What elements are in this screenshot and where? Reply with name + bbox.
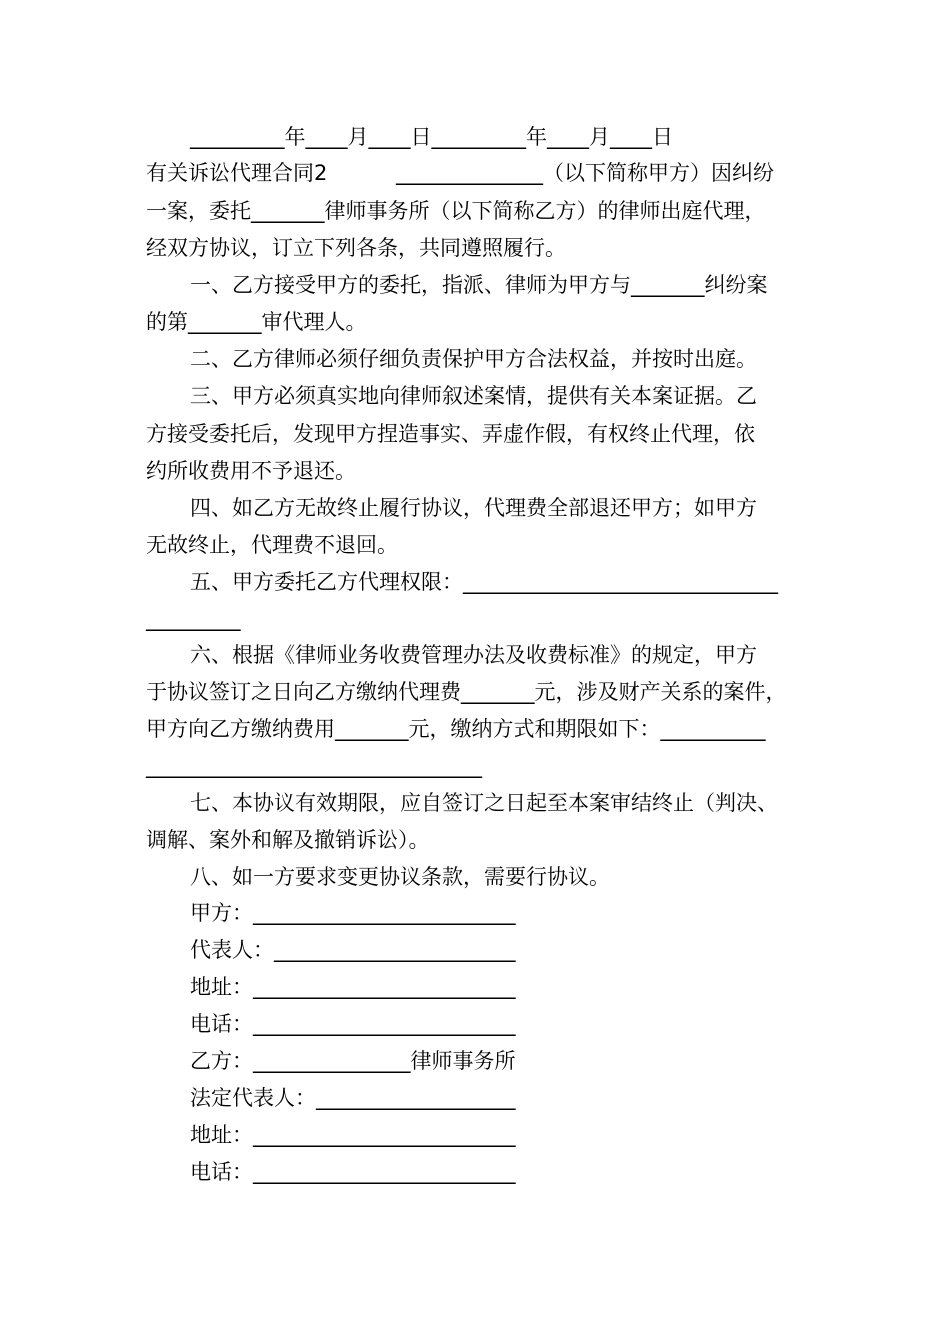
sign-address-b: 地址：_________________________ (190, 1123, 516, 1147)
clause-6-line-1: 六、根据《律师业务收费管理办法及收费标准》的规定，甲方 (190, 643, 757, 667)
clause-6-line-3: 甲方向乙方缴纳费用_______元，缴纳方式和期限如下：__________ (146, 717, 766, 741)
sign-representative: 代表人：_______________________ (190, 938, 516, 962)
sign-party-a: 甲方：_________________________ (190, 901, 516, 925)
intro-line-1: ______________（以下简称甲方）因纠纷 (396, 161, 774, 185)
clause-8: 八、如一方要求变更协议条款，需要行协议。 (190, 865, 610, 889)
sign-legal-representative: 法定代表人：___________________ (190, 1086, 516, 1110)
clause-2: 二、乙方律师必须仔细负责保护甲方合法权益，并按时出庭。 (190, 347, 757, 371)
intro-line-3: 经双方协议，订立下列各条，共同遵照履行。 (146, 236, 566, 260)
clause-4-line-1: 四、如乙方无故终止履行协议，代理费全部退还甲方；如甲方 (190, 496, 757, 520)
clause-4-line-2: 无故终止，代理费不退回。 (146, 533, 398, 557)
clause-7-line-1: 七、本协议有效期限，应自签订之日起至本案审结终止（判决、 (190, 791, 778, 815)
clause-3-line-3: 约所收费用不予退还。 (146, 459, 356, 483)
sign-phone-a: 电话：_________________________ (190, 1012, 516, 1036)
clause-6-line-4: ________________________________ (146, 754, 482, 778)
clause-1-line-1: 一、乙方接受甲方的委托，指派、律师为甲方与_______纠纷案 (190, 273, 768, 297)
clause-5-line-1: 五、甲方委托乙方代理权限：______________________________ (190, 570, 778, 594)
clause-7-line-2: 调解、案外和解及撤销诉讼）。 (146, 828, 430, 852)
document-title: 有关诉讼代理合同2 (146, 161, 328, 185)
clause-1-line-2: 的第_______审代理人。 (146, 310, 367, 334)
clause-3-line-2: 方接受委托后，发现甲方捏造事实、弄虚作假，有权终止代理，依 (146, 422, 755, 446)
sign-address-a: 地址：_________________________ (190, 975, 516, 999)
sign-party-b: 乙方：_______________律师事务所 (190, 1049, 516, 1073)
clause-5-line-2: _________ (146, 607, 241, 631)
clause-6-line-2: 于协议签订之日向乙方缴纳代理费_______元，涉及财产关系的案件， (146, 680, 787, 704)
sign-phone-b: 电话：_________________________ (190, 1160, 516, 1184)
clause-3-line-1: 三、甲方必须真实地向律师叙述案情，提供有关本案证据。乙 (190, 384, 757, 408)
intro-line-2: 一案，委托_______律师事务所（以下简称乙方）的律师出庭代理， (146, 199, 766, 223)
date-line: _________年____月____日_________年____月____日 (190, 125, 673, 149)
